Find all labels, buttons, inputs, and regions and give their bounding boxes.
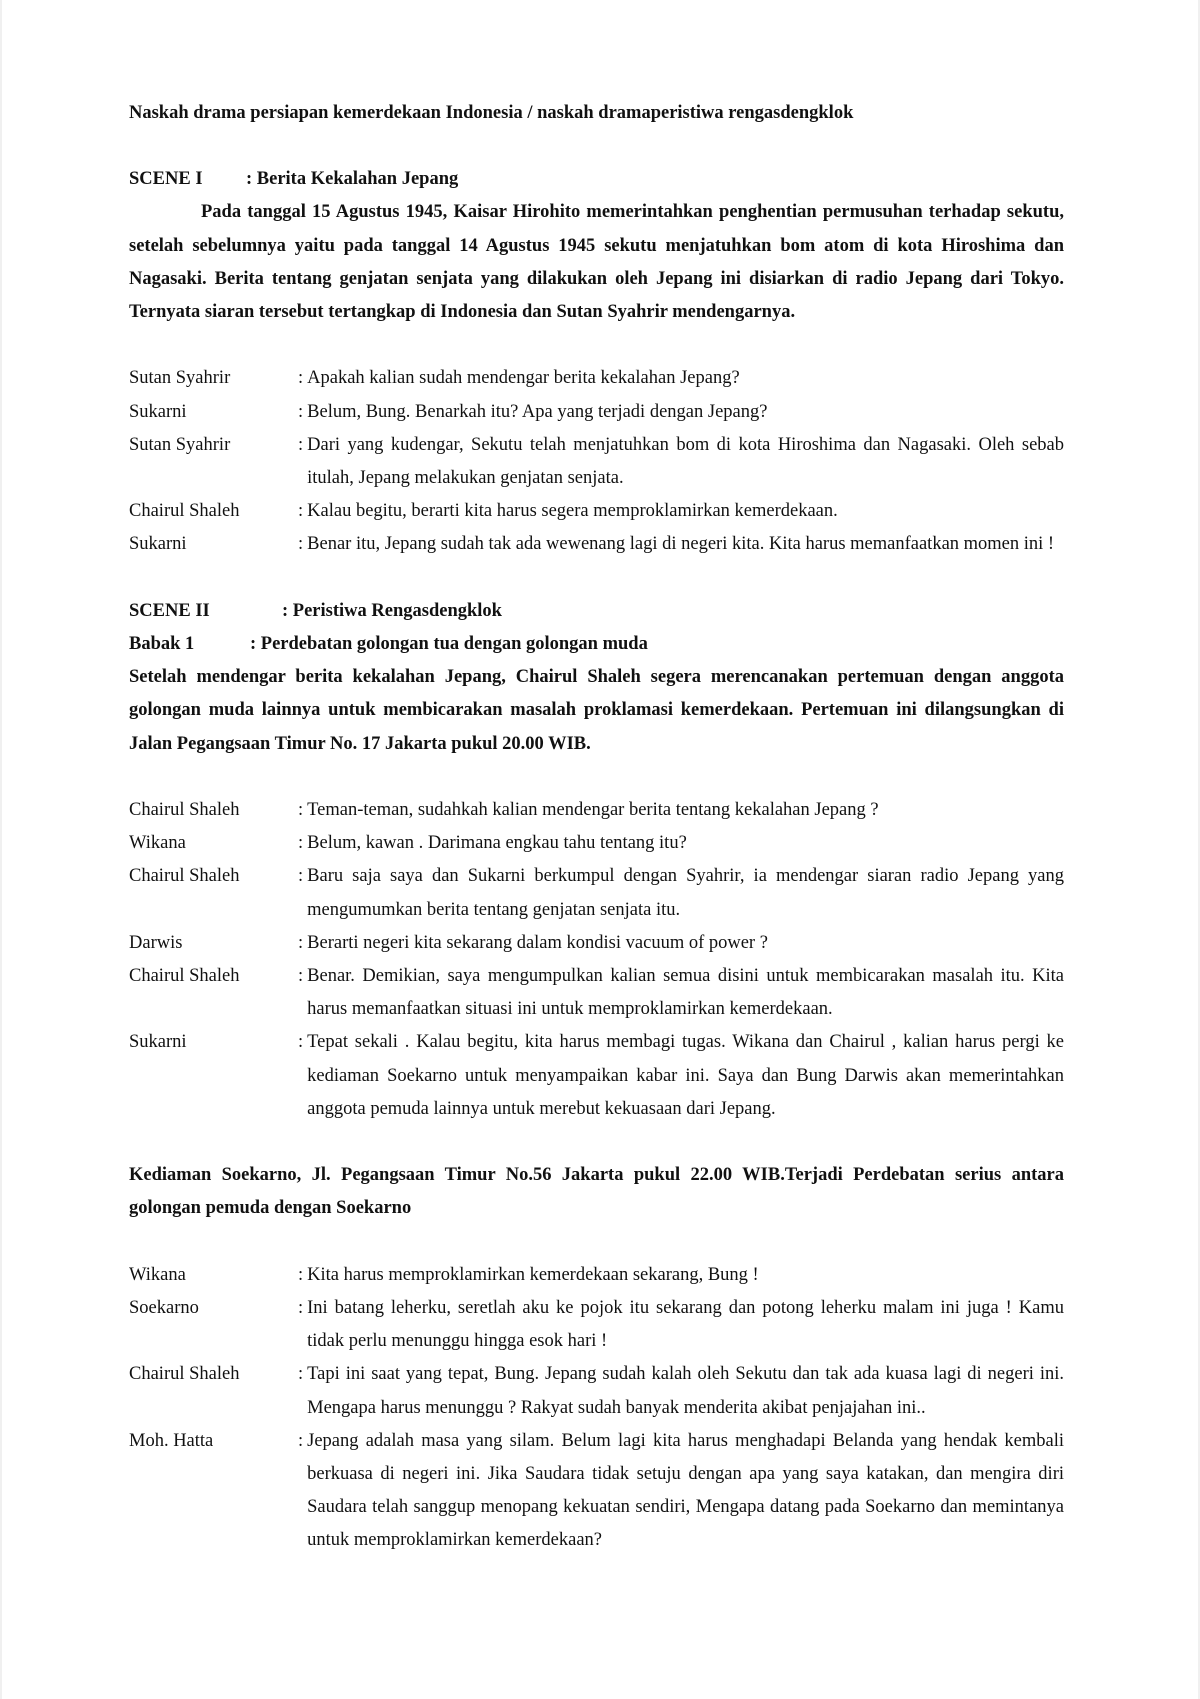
dialogue-text: Berarti negeri kita sekarang dalam kondisi vacuum of power ? <box>307 932 768 953</box>
dialogue-line: Chairul Shaleh : Tapi ini saat yang tepat, Bung. Jepang sudah kalah oleh Sekutu dan tak ada kuasa lagi di negeri ini. Mengapa harus menunggu ? Rakyat sudah banyak menderita akibat penjajahan ini.. <box>129 1358 1064 1424</box>
dialogue-line: Soekarno : Ini batang leherku, seretlah aku ke pojok itu sekarang dan potong leherku malam ini juga ! Kamu tidak perlu menunggu hingga esok hari ! <box>129 1292 1064 1358</box>
speaker-name: Chairul Shaleh <box>129 501 240 522</box>
speaker-name: Chairul Shaleh <box>129 1364 240 1385</box>
dialogue-text: Belum, Bung. Benarkah itu? Apa yang terjadi dengan Jepang? <box>307 401 768 422</box>
dialogue-text: Kita harus memproklamirkan kemerdekaan sekarang, Bung ! <box>307 1264 759 1285</box>
scene-1-label: SCENE I <box>129 169 203 190</box>
dialogue-line: Sukarni : Tepat sekali . Kalau begitu, kita harus membagi tugas. Wikana dan Chairul , kalian harus pergi ke kediaman Soekarno untuk menyampaikan kabar ini. Saya dan Bung Darwis akan memerintahkan anggota pemuda lainnya untuk merebut kekuasaan dari Jepang. <box>129 1026 1064 1126</box>
speaker-name: Sutan Syahrir <box>129 434 231 455</box>
dialogue-text: Apakah kalian sudah mendengar berita kekalahan Jepang? <box>307 368 740 389</box>
dialogue-line: Wikana : Kita harus memproklamirkan kemerdekaan sekarang, Bung ! <box>129 1259 1064 1292</box>
dialogue-text: Baru saja saya dan Sukarni berkumpul dengan Syahrir, ia mendengar siaran radio Jepang yang mengumumkan berita tentang genjatan senjata itu. <box>307 866 1064 920</box>
speaker-name: Sukarni <box>129 1032 187 1053</box>
dialogue-text: Tepat sekali . Kalau begitu, kita harus membagi tugas. Wikana dan Chairul , kalian harus pergi ke kediaman Soekarno untuk menyampaikan kabar ini. Saya dan Bung Darwis akan memerintahkan anggota pemuda lainnya untuk merebut kekuasaan dari Jepang. <box>307 1032 1064 1119</box>
document-title: Naskah drama persiapan kemerdekaan Indonesia / naskah dramaperistiwa rengasdengklok <box>129 103 854 123</box>
dialogue-line: Chairul Shaleh : Baru saja saya dan Sukarni berkumpul dengan Syahrir, ia mendengar siaran radio Jepang yang mengumumkan berita tentang genjatan senjata itu. <box>129 860 1064 926</box>
speaker-name: Soekarno <box>129 1298 199 1319</box>
scene-1-heading <box>129 163 1064 196</box>
dialogue-line: Moh. Hatta : Jepang adalah masa yang silam. Belum lagi kita harus menghadapi Belanda yang hendak kembali berkuasa di negeri ini. Jika Saudara tidak setuju dengan apa yang saya katakan, dan mengira diri Saudara telah sanggup menopang kekuatan sendiri, Mengapa datang pada Soekarno dan memintanya untuk memproklamirkan kemerdekaan? <box>129 1425 1064 1558</box>
dialogue-line: Sutan Syahrir : Dari yang kudengar, Sekutu telah menjatuhkan bom di kota Hiroshima dan Nagasaki. Oleh sebab itulah, Jepang melakukan genjatan senjata. <box>129 429 1064 495</box>
scene-1-dialogue <box>129 362 1064 561</box>
dialogue-line: Chairul Shaleh : Teman-teman, sudahkah kalian mendengar berita tentang kekalahan Jepang ? <box>129 794 1064 827</box>
dialogue-line: Chairul Shaleh : Kalau begitu, berarti kita harus segera memproklamirkan kemerdekaan. <box>129 495 1064 528</box>
dialogue-text: Teman-teman, sudahkah kalian mendengar berita tentang kekalahan Jepang ? <box>307 800 879 821</box>
speaker-name: Wikana <box>129 833 186 854</box>
dialogue-text: Kalau begitu, berarti kita harus segera memproklamirkan kemerdekaan. <box>307 501 838 522</box>
babak-1-heading <box>129 628 1064 661</box>
babak-1-label: Babak 1 <box>129 634 195 655</box>
dialogue-line: Chairul Shaleh : Benar. Demikian, saya mengumpulkan kalian semua disini untuk membicarakan masalah itu. Kita harus memanfaatkan situasi ini untuk memproklamirkan kemerdekaan. <box>129 960 1064 1026</box>
speaker-name: Sutan Syahrir <box>129 368 231 389</box>
speaker-name: Darwis <box>129 932 183 953</box>
speaker-name: Chairul Shaleh <box>129 800 240 821</box>
scene-2-dialogue-2 <box>129 1259 1064 1558</box>
dialogue-text: Tapi ini saat yang tepat, Bung. Jepang sudah kalah oleh Sekutu dan tak ada kuasa lagi di negeri ini. Mengapa harus menunggu ? Rakyat sudah banyak menderita akibat penjajahan ini.. <box>307 1364 1064 1418</box>
dialogue-text: Dari yang kudengar, Sekutu telah menjatuhkan bom di kota Hiroshima dan Nagasaki. Oleh sebab itulah, Jepang melakukan genjatan senjata. <box>307 434 1064 489</box>
speaker-name: Chairul Shaleh <box>129 866 240 887</box>
scene-2-heading <box>129 595 1064 628</box>
dialogue-text: Benar itu, Jepang sudah tak ada wewenang lagi di negeri kita. Kita harus memanfaatkan momen ini ! <box>307 534 1055 555</box>
dialogue-text: Ini batang leherku, seretlah aku ke pojok itu sekarang dan potong leherku malam ini juga ! Kamu tidak perlu menunggu hingga esok hari ! <box>307 1298 1064 1352</box>
speaker-name: Chairul Shaleh <box>129 966 240 987</box>
dialogue-line: Sukarni : Benar itu, Jepang sudah tak ada wewenang lagi di negeri kita. Kita harus memanfaatkan momen ini ! <box>129 528 1064 561</box>
speaker-name: Moh. Hatta <box>129 1430 214 1451</box>
scene-1-narration: Pada tanggal 15 Agustus 1945, Kaisar Hirohito memerintahkan penghentian permusuhan terhadap sekutu, setelah sebelumnya yaitu pada tanggal 14 Agustus 1945 sekutu menjatuhkan bom atom di kota Hiroshima dan Nagasaki. Berita tentang genjatan senjata yang dilakukan oleh Jepang ini disiarkan di radio Jepang dari Tokyo. Ternyata siaran tersebut tertangkap di Indonesia dan Sutan Syahrir mendengarnya. <box>129 202 1064 323</box>
speaker-name: Sukarni <box>129 401 187 422</box>
dialogue-text: Belum, kawan . Darimana engkau tahu tentang itu? <box>307 833 687 854</box>
dialogue-line: Sukarni : Belum, Bung. Benarkah itu? Apa yang terjadi dengan Jepang? <box>129 396 1064 429</box>
scene-2-label: SCENE II <box>129 600 210 621</box>
scene-2-narration-2: Kediaman Soekarno, Jl. Pegangsaan Timur No.56 Jakarta pukul 22.00 WIB.Terjadi Perdebatan serius antara golongan pemuda dengan Soekarno <box>129 1165 1064 1219</box>
scene-2-narration: Setelah mendengar berita kekalahan Jepang, Chairul Shaleh segera merencanakan pertemuan dengan anggota golongan muda lainnya untuk membicarakan masalah proklamasi kemerdekaan. Pertemuan ini dilangsungkan di Jalan Pegangsaan Timur No. 17 Jakarta pukul 20.00 WIB. <box>129 667 1064 754</box>
document-page <box>2 0 1198 1699</box>
dialogue-line: Darwis : Berarti negeri kita sekarang dalam kondisi vacuum of power ? <box>129 927 1064 960</box>
scene-1-title: : Berita Kekalahan Jepang <box>246 169 459 190</box>
babak-1-title: : Perdebatan golongan tua dengan golongan muda <box>250 634 648 655</box>
dialogue-text: Benar. Demikian, saya mengumpulkan kalian semua disini untuk membicarakan masalah itu. Kita harus memanfaatkan situasi ini untuk memproklamirkan kemerdekaan. <box>307 966 1064 1020</box>
scene-2-dialogue <box>129 794 1064 1126</box>
dialogue-text: Jepang adalah masa yang silam. Belum lagi kita harus menghadapi Belanda yang hendak kembali berkuasa di negeri ini. Jika Saudara tidak setuju dengan apa yang saya katakan, dan mengira diri Saudara telah sanggup menopang kekuatan sendiri, Mengapa datang pada Soekarno dan memintanya untuk memproklamirkan kemerdekaan? <box>307 1430 1064 1551</box>
dialogue-line: Wikana : Belum, kawan . Darimana engkau tahu tentang itu? <box>129 827 1064 860</box>
dialogue-line: Sutan Syahrir : Apakah kalian sudah mendengar berita kekalahan Jepang? <box>129 362 1064 395</box>
speaker-name: Wikana <box>129 1264 186 1285</box>
speaker-name: Sukarni <box>129 534 187 555</box>
scene-2-title: : Peristiwa Rengasdengklok <box>282 600 502 621</box>
